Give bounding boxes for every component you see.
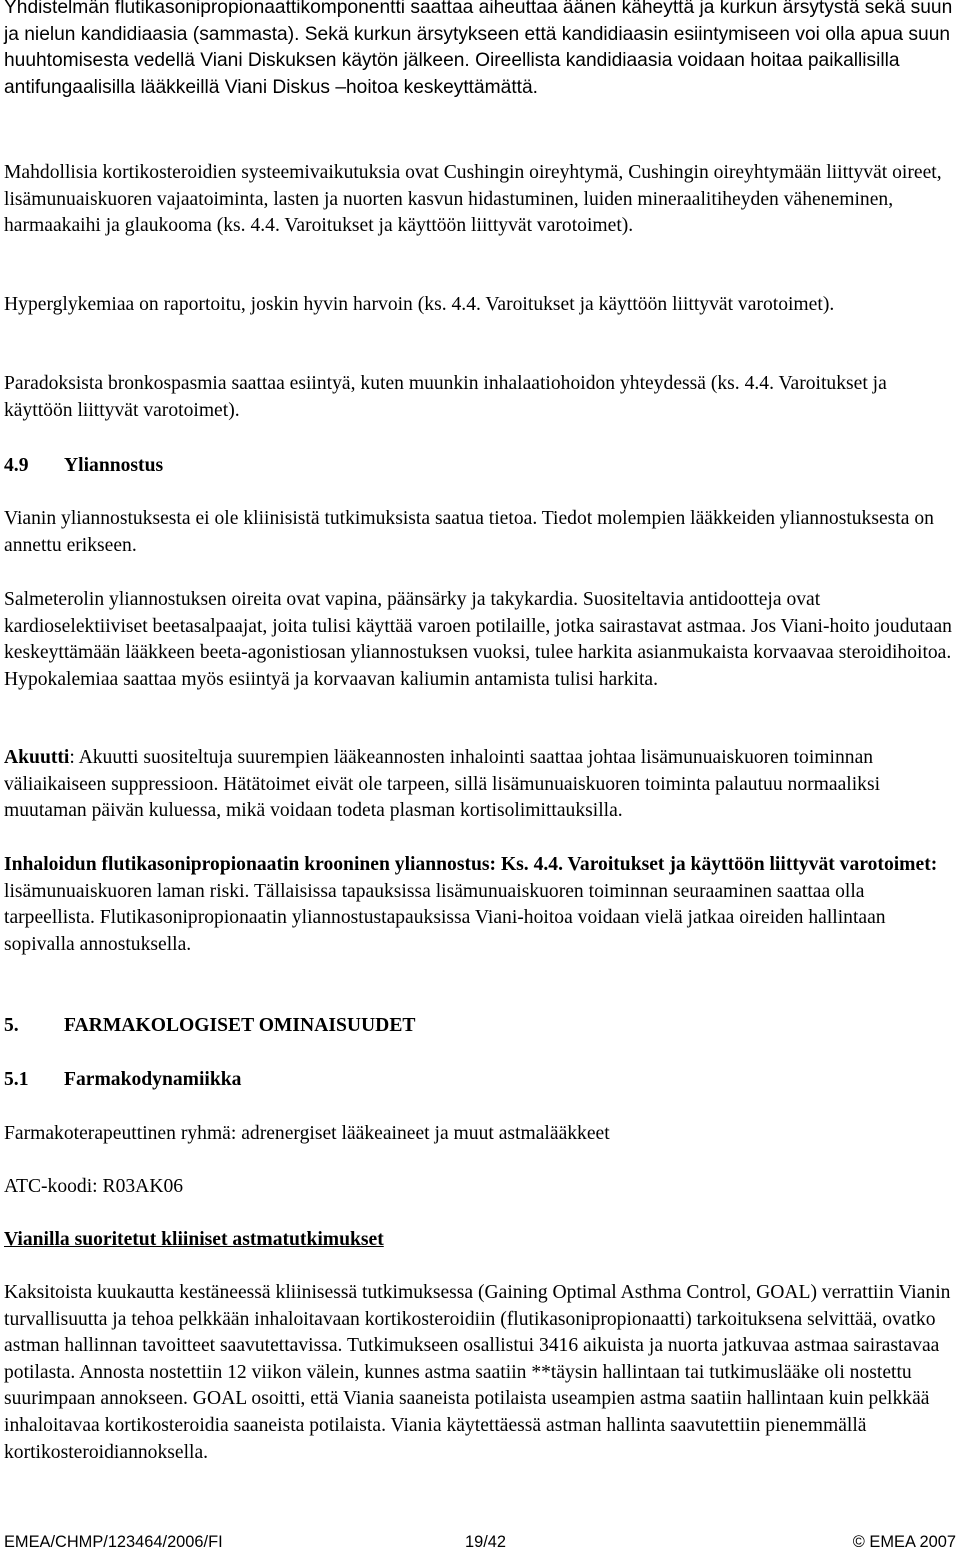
section-title: Farmakodynamiikka — [64, 1069, 242, 1090]
atc-code: ATC-koodi: R03AK06 — [4, 1176, 184, 1197]
section-title: FARMAKOLOGISET OMINAISUUDET — [64, 1015, 416, 1036]
chronic-label: Inhaloidun flutikasonipropionaatin krooninen yliannostus: Ks. 4.4. Varoitukset ja käyttöön liittyvät varotoimet: — [4, 854, 938, 875]
chronic-overdose-paragraph — [4, 852, 956, 958]
copyright-notice: © EMEA 2007 — [852, 1533, 956, 1551]
pharmacotherapeutic-group: Farmakoterapeuttinen ryhmä: adrenergiset lääkeaineet ja muut astmalääkkeet — [4, 1123, 610, 1144]
bronchospasm-paragraph: Paradoksista bronkospasmia saattaa esiintyä, kuten muunkin inhalaatiohoidon yhteydessä (ks. 4.4. Varoitukset ja käyttöön liittyvät varotoimet). — [4, 373, 887, 421]
section-number: 5. — [4, 1015, 19, 1036]
page-footer — [4, 1531, 956, 1553]
section-number: 5.1 — [4, 1069, 29, 1090]
salmeterol-overdose-paragraph: Salmeterolin yliannostuksen oireita ovat vapina, päänsärky ja takykardia. Suositeltavia antidootteja ovat kardioselektiiviset beetasalpaajat, joita tulisi käyttää varoen potilaille, jotka sairastavat astmaa. Jos Viani-hoito joudutaan keskeyttämään lääkkeen beeta-agonistiosan yliannostuksen vuoksi, tulee harkita asianmukaista korvaavaa steroidihoitoa. Hypokalemiaa saattaa myös esiintyä ja korvaavan kaliumin antamista tulisi harkita. — [4, 589, 952, 690]
section-number: 4.9 — [4, 455, 29, 476]
page-number: 19/42 — [465, 1533, 507, 1551]
clinical-studies-subheading: Vianilla suoritetut kliiniset astmatutkimukset — [4, 1229, 384, 1250]
section-title: Yliannostus — [64, 455, 164, 476]
systemic-effects-paragraph: Mahdollisia kortikosteroidien systeemivaikutuksia ovat Cushingin oireyhtymä, Cushingin oireyhtymään liittyvät oireet, lisämunuaiskuoren vajaatoiminta, lasten ja nuorten kasvun hidastuminen, luiden mineraalitiheyden väheneminen, harmaakaihi ja glaukooma (ks. 4.4. Varoitukset ja käyttöön liittyvät varotoimet). — [4, 162, 942, 237]
section-heading-5 — [4, 1013, 956, 1040]
acute-text: : Akuutti suositeltuja suurempien lääkeannosten inhalointi saattaa johtaa lisämunuaiskuoren toiminnan väliaikaiseen suppressioon. Hätätoimet eivät ole tarpeen, sillä lisämunuaiskuoren toiminta palautuu normaaliksi muutaman päivän kuluessa, mikä voidaan todeta plasman kortisolimittauksilla. — [4, 747, 881, 822]
intro-paragraph: Yhdistelmän flutikasonipropionaattikomponentti saattaa aiheuttaa äänen käheyttä ja kurkun ärsytystä sekä suun ja nielun kandidiaasia (sammasta). Sekä kurkun ärsytykseen että kandidiaasin esiintymiseen voi olla apua suun huuhtomisesta vedellä Viani Diskuksen käytön jälkeen. Oireellista kandidiaasia voidaan hoitaa paikallisilla antifungaalisilla lääkkeillä Viani Diskus –hoitoa keskeyttämättä. — [4, 0, 953, 98]
chronic-text: lisämunuaiskuoren laman riski. Tällaisissa tapauksissa lisämunuaiskuoren toiminnan seuraaminen saattaa olla tarpeellista. Flutikasonipropionaatin yliannostustapauksissa Viani-hoitoa voidaan vielä jatkaa oireiden hallintaan sopivalla annostuksella. — [4, 880, 886, 955]
acute-label: Akuutti — [4, 747, 70, 768]
section-heading-5-1 — [4, 1067, 956, 1094]
overdose-info-paragraph: Vianin yliannostuksesta ei ole kliinisistä tutkimuksista saatua tietoa. Tiedot molempien lääkkeiden yliannostuksesta on annettu erikseen. — [4, 508, 934, 556]
hyperglycemia-paragraph: Hyperglykemiaa on raportoitu, joskin hyvin harvoin (ks. 4.4. Varoitukset ja käyttöön liittyvät varotoimet). — [4, 294, 835, 315]
document-reference: EMEA/CHMP/123464/2006/FI — [4, 1533, 223, 1551]
section-heading-4-9 — [4, 453, 956, 480]
acute-overdose-paragraph — [4, 745, 956, 825]
goal-study-paragraph: Kaksitoista kuukautta kestäneessä kliinisessä tutkimuksessa (Gaining Optimal Asthma Control, GOAL) verrattiin Vianin turvallisuutta ja tehoa pelkkään inhaloitavaan kortikosteroidiin (flutikasonipropionaatti) tarkoituksena selvittää, ovatko astman hallinnan tavoitteet saavutettavissa. Tutkimukseen osallistui 3416 aikuista ja nuorta jatkuvaa astmaa sairastavaa potilasta. Annosta nostettiin 12 viikon välein, kunnes astma saatiin **täysin hallintaan tai tutkimuslääke oli nostettu suurimpaan annokseen. GOAL osoitti, että Viania saaneista potilaista useampien astma saatiin hallintaan kuin pelkkää inhaloitavaa kortikosteroidia saaneista potilaista. Viania käytettäessä astman hallinta saavutettiin pienemmällä kortikosteroidiannoksella. — [4, 1282, 951, 1463]
